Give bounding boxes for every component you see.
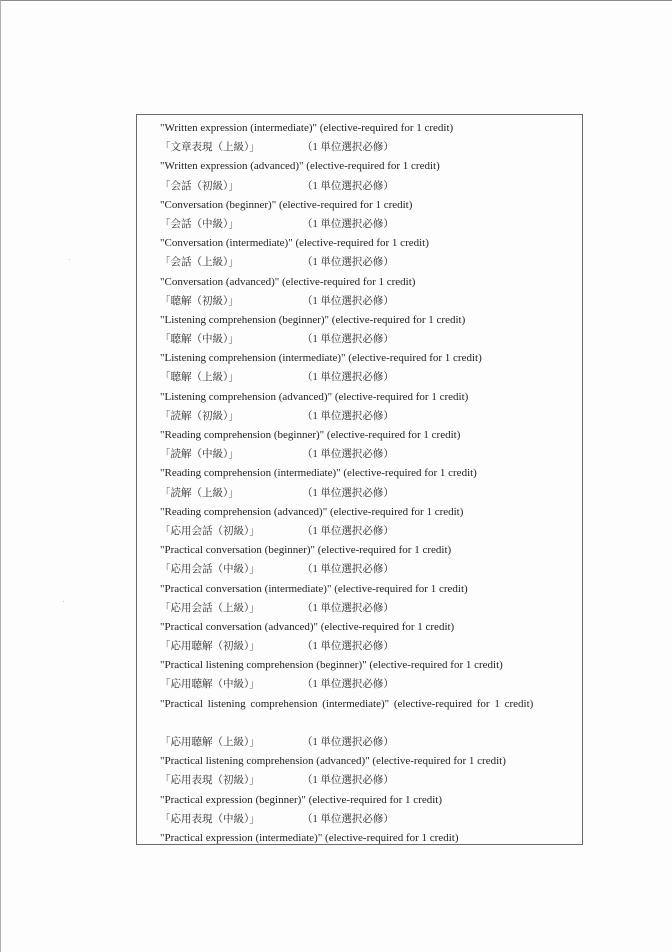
japanese-course-name: 「応用聴解（上級）」: [160, 737, 260, 749]
japanese-course-name: 「会話（中級）」: [160, 218, 239, 230]
course-title-japanese: [160, 637, 576, 656]
credit-note: （1 単位選択必修）: [302, 679, 394, 691]
course-title-english: "Conversation (intermediate)" (elective-required for 1 credit): [160, 237, 429, 250]
course-title-japanese: [160, 733, 576, 752]
course-title-japanese: [160, 484, 576, 503]
japanese-course-name: 「会話（初級）」: [160, 180, 239, 192]
credit-note: （1 単位選択必修）: [302, 775, 394, 787]
japanese-course-name: 「応用聴解（中級）」: [160, 679, 260, 691]
japanese-course-name: 「読解（初級）」: [160, 410, 239, 422]
course-title-japanese: [160, 292, 576, 311]
course-title-english: "Practical conversation (intermediate)" (elective-required for 1 credit): [160, 582, 468, 595]
course-title-japanese: [160, 445, 576, 464]
credit-note: （1 単位選択必修）: [302, 487, 394, 499]
scan-speck: [69, 259, 70, 260]
japanese-course-name: 「会話（上級）」: [160, 257, 239, 269]
course-title-english: "Reading comprehension (advanced)" (elective-required for 1 credit): [160, 505, 464, 518]
course-title-english: "Reading comprehension (beginner)" (elective-required for 1 credit): [160, 429, 461, 441]
course-title-japanese: [160, 177, 576, 196]
course-title-japanese: [160, 138, 576, 157]
course-title-japanese: [160, 330, 576, 349]
course-title-japanese: [160, 522, 576, 541]
credit-note: （1 単位選択必修）: [302, 449, 394, 461]
credit-note: （1 単位選択必修）: [302, 410, 394, 422]
course-title-japanese: [160, 215, 576, 234]
japanese-course-name: 「応用聴解（初級）」: [160, 641, 260, 653]
japanese-course-name: 「聴解（初級）」: [160, 295, 239, 307]
course-title-english: "Reading comprehension (intermediate)" (elective-required for 1 credit): [160, 467, 477, 480]
course-title-english: "Written expression (intermediate)" (elective-required for 1 credit): [160, 122, 454, 134]
japanese-course-name: 「読解（上級）」: [160, 487, 239, 499]
course-title-english: "Written expression (advanced)" (elective-required for 1 credit): [160, 160, 440, 173]
japanese-course-name: 「文章表現（上級）」: [160, 142, 260, 154]
course-title-english: "Practical conversation (beginner)" (elective-required for 1 credit): [160, 544, 452, 557]
course-title-english: "Practical expression (intermediate)" (elective-required for 1 credit): [160, 831, 459, 844]
course-title-japanese: [160, 407, 576, 426]
credit-note: （1 単位選択必修）: [302, 180, 394, 192]
course-title-english: "Practical listening comprehension (advanced)" (elective-required for 1 credit): [160, 755, 506, 768]
credit-note: （1 単位選択必修）: [302, 334, 394, 346]
course-title-english: "Listening comprehension (advanced)" (elective-required for 1 credit): [160, 390, 469, 403]
course-title-japanese: [160, 675, 576, 694]
japanese-course-name: 「応用会話（中級）」: [160, 564, 260, 576]
japanese-course-name: 「聴解（中級）」: [160, 334, 239, 346]
course-title-japanese: [160, 810, 576, 829]
credit-note: （1 単位選択必修）: [302, 218, 394, 230]
course-title-english: "Practical listening comprehension (intermediate)" (elective-required for 1 credit): [160, 697, 534, 710]
credit-note: （1 単位選択必修）: [302, 564, 394, 576]
course-title-english: "Practical listening comprehension (beginner)" (elective-required for 1 credit): [160, 659, 503, 672]
japanese-course-name: 「応用表現（中級）」: [160, 813, 260, 825]
course-list-box: [136, 114, 583, 845]
japanese-course-name: 「応用表現（初級）」: [160, 775, 260, 787]
credit-note: （1 単位選択必修）: [302, 525, 394, 537]
japanese-course-name: 「応用会話（初級）」: [160, 525, 260, 537]
course-title-japanese: [160, 253, 576, 272]
japanese-course-name: 「応用会話（上級）」: [160, 602, 260, 614]
credit-note: （1 単位選択必修）: [302, 737, 394, 749]
course-list: [160, 119, 576, 845]
course-title-english: "Listening comprehension (beginner)" (elective-required for 1 credit): [160, 313, 466, 326]
credit-note: （1 単位選択必修）: [302, 813, 394, 825]
credit-note: （1 単位選択必修）: [302, 295, 394, 307]
course-title-english: "Conversation (advanced)" (elective-required for 1 credit): [160, 275, 416, 288]
scan-speck: [63, 601, 64, 602]
credit-note: （1 単位選択必修）: [302, 257, 394, 269]
course-title-english: "Practical expression (beginner)" (elective-required for 1 credit): [160, 793, 443, 806]
course-title-japanese: [160, 771, 576, 790]
japanese-course-name: 「聴解（上級）」: [160, 372, 239, 384]
course-title-japanese: [160, 599, 576, 618]
credit-note: （1 単位選択必修）: [302, 372, 394, 384]
course-title-english: "Listening comprehension (intermediate)" (elective-required for 1 credit): [160, 352, 482, 365]
credit-note: （1 単位選択必修）: [302, 641, 394, 653]
course-title-english: "Practical conversation (advanced)" (elective-required for 1 credit): [160, 620, 455, 633]
course-title-japanese: [160, 560, 576, 579]
credit-note: （1 単位選択必修）: [302, 602, 394, 614]
credit-note: （1 単位選択必修）: [302, 142, 394, 154]
japanese-course-name: 「読解（中級）」: [160, 449, 239, 461]
course-title-english: "Conversation (beginner)" (elective-required for 1 credit): [160, 198, 413, 211]
course-title-japanese: [160, 368, 576, 387]
